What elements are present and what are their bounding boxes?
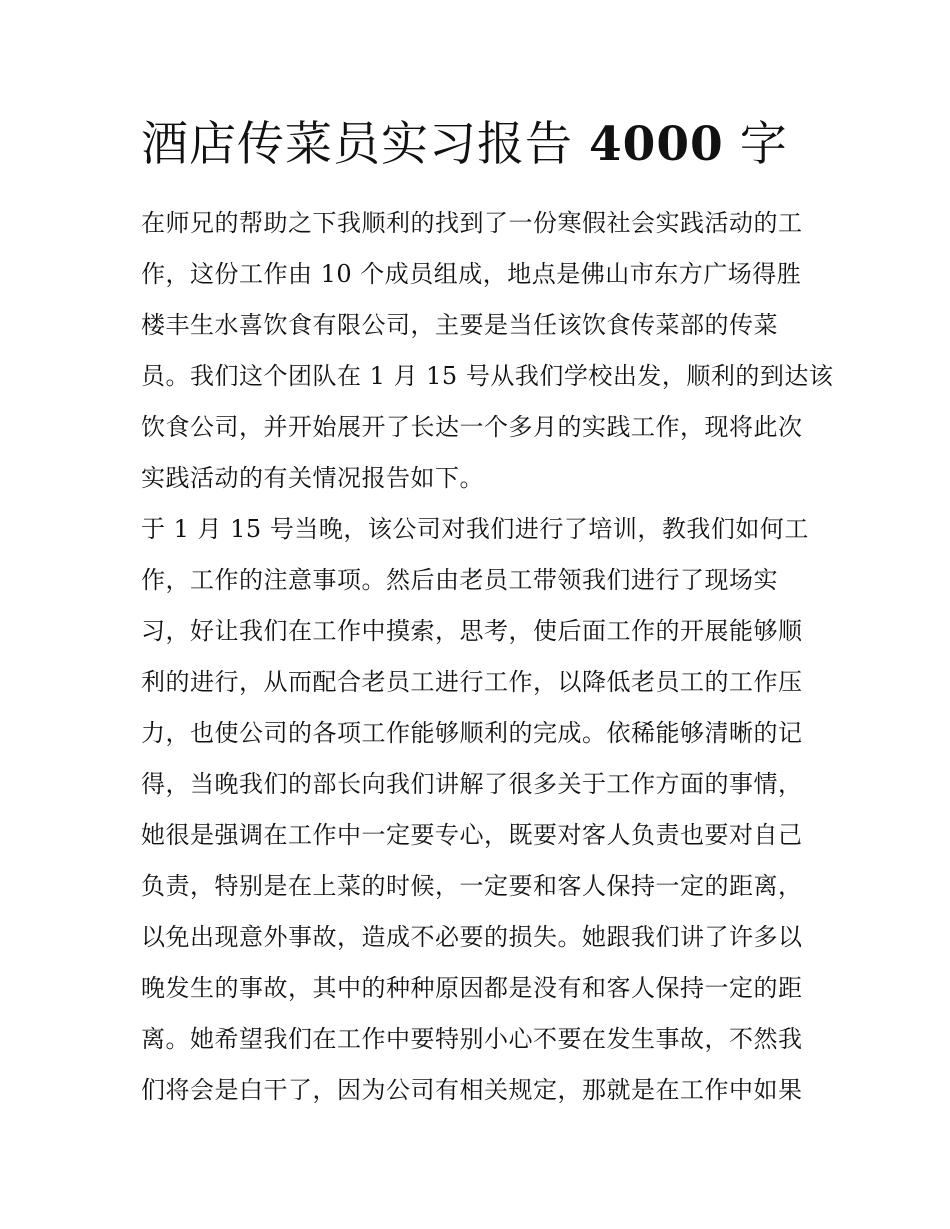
document-title xyxy=(141,112,788,178)
text-line: 楼丰生水喜饮食有限公司，主要是当任该饮食传菜部的传菜 xyxy=(141,311,778,339)
text-line: 实践活动的有关情况报告如下。 xyxy=(141,464,484,492)
paragraph-training xyxy=(141,504,821,1116)
text-line: 利的进行，从而配合老员工进行工作，以降低老员工的工作压 xyxy=(141,668,803,696)
text-line: 们将会是白干了，因为公司有相关规定，那就是在工作中如果 xyxy=(141,1076,803,1104)
title-number: 4000 xyxy=(588,117,724,172)
paragraph-intro xyxy=(141,198,834,504)
text-line: 离。她希望我们在工作中要特别小心不要在发生事故，不然我 xyxy=(141,1025,803,1053)
text-line: 晚发生的事故，其中的种种原因都是没有和客人保持一定的距 xyxy=(141,974,803,1002)
text-line: 员。我们这个团队在 1 月 15 号从我们学校出发，顺利的到达该 xyxy=(141,362,834,390)
text-line: 她很是强调在工作中一定要专心，既要对客人负责也要对自己 xyxy=(141,821,803,849)
text-line: 得，当晚我们的部长向我们讲解了很多关于工作方面的事情， xyxy=(141,770,803,798)
text-line: 负责，特别是在上菜的时候，一定要和客人保持一定的距离， xyxy=(141,872,803,900)
title-prefix: 酒店传菜员实习报告 xyxy=(141,117,589,172)
title-suffix: 字 xyxy=(723,117,788,172)
text-line: 习，好让我们在工作中摸索，思考，使后面工作的开展能够顺 xyxy=(141,617,803,645)
text-line: 作，这份工作由 10 个成员组成，地点是佛山市东方广场得胜 xyxy=(141,260,802,288)
text-line: 在师兄的帮助之下我顺利的找到了一份寒假社会实践活动的工 xyxy=(141,209,803,237)
text-line: 力，也使公司的各项工作能够顺利的完成。依稀能够清晰的记 xyxy=(141,719,803,747)
document-body xyxy=(141,198,834,1116)
text-line: 以免出现意外事故，造成不必要的损失。她跟我们讲了许多以 xyxy=(141,923,803,951)
text-line: 于 1 月 15 号当晚，该公司对我们进行了培训，教我们如何工 xyxy=(141,515,809,543)
text-line: 饮食公司，并开始展开了长达一个多月的实践工作，现将此次 xyxy=(141,413,803,441)
text-line: 作，工作的注意事项。然后由老员工带领我们进行了现场实 xyxy=(141,566,778,594)
